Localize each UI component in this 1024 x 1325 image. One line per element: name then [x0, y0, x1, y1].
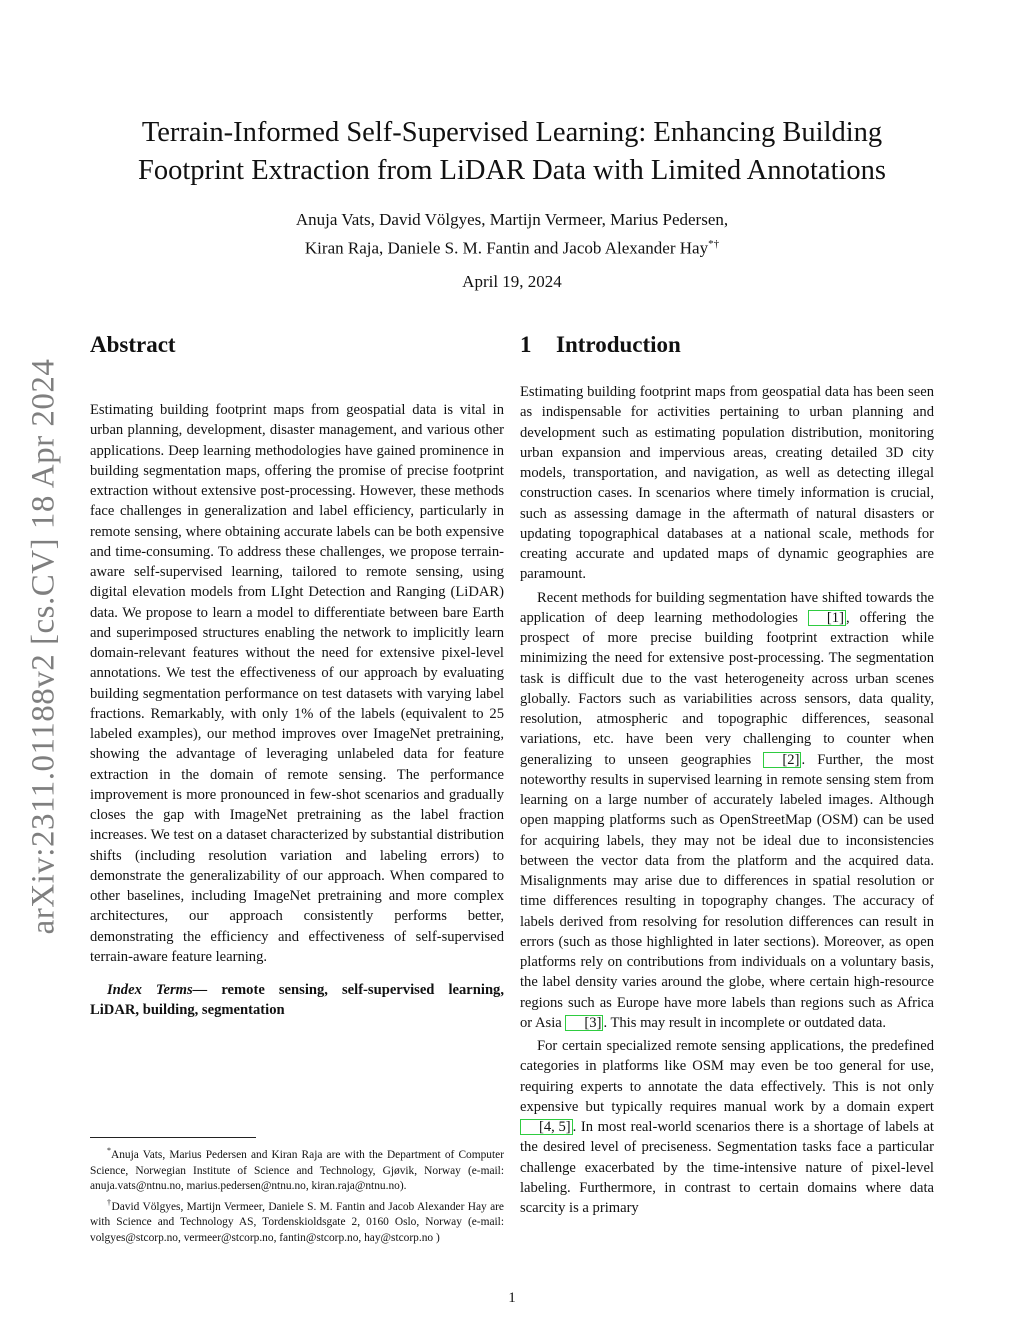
footnotes [90, 1137, 504, 1247]
introduction-heading [520, 330, 934, 360]
index-terms-label: Index Terms— [107, 982, 208, 998]
author-list [150, 208, 874, 261]
intro-paragraph-3 [520, 1036, 934, 1218]
section-title: Introduction [556, 332, 681, 357]
index-terms-list: remote sensing, self-supervised learning, LiDAR, building, segmentation [90, 982, 504, 1019]
footnote-mark: * [107, 1146, 111, 1155]
arxiv-identifier-sidebar [27, 350, 61, 943]
citation-link[interactable]: [4, 5] [520, 1119, 573, 1135]
footnote-rule [90, 1137, 256, 1138]
section-number: 1 [520, 332, 532, 357]
text-run: . This may result in incomplete or outdated data. [603, 1014, 887, 1031]
publication-date: April 19, 2024 [462, 272, 562, 291]
index-terms [90, 980, 504, 1021]
footnote-2 [90, 1195, 504, 1247]
left-column [90, 330, 504, 1021]
footnote-mark: † [107, 1197, 112, 1207]
intro-paragraph-1: Estimating building footprint maps from geospatial data has been seen as indispensable for activities pertaining to urban planning and development such as estimating population distribution, monitoring urban expansion and impervious areas, creating detailed 3D city models, transportation, and navigation, as well as detecting illegal construction cases. In scenarios where timely information is crucial, such as assessing damage in the aftermath of natural disasters or updating topographical databases at a national scale, methods for creating accurate and updated maps of dynamic geographies are paramount. [520, 384, 934, 583]
paper-title [110, 114, 914, 190]
citation-link[interactable]: [3] [565, 1015, 603, 1031]
citation-link[interactable]: [1] [808, 610, 846, 626]
page-number: 1 [508, 1290, 516, 1306]
intro-paragraph-2 [520, 588, 934, 1034]
right-column [520, 330, 934, 1218]
text-run: . In most real-world scenarios there is a shortage of labels at the desired level of preciseness. Segmentation tasks face a particular challenge exacerbated by the time-intensive nature of pixel-level labeling. Furthermore, in contrast to certain domains where data scarcity is a primary [520, 1119, 934, 1216]
footnote-1 [90, 1143, 504, 1195]
footnote-text: Anuja Vats, Marius Pedersen and Kiran Raja are with the Department of Computer Science, Norwegian Institute of Science and Technology, Gjøvik, Norway (e-mail: anuja.vats@ntnu.no, marius.pedersen@ntnu.no, kiran.raja@ntnu.no). [90, 1148, 504, 1193]
footnote-text: David Völgyes, Martijn Vermeer, Daniele S. M. Fantin and Jacob Alexander Hay are with Science and Technology AS, Tordenskioldsgate 2, 0160 Oslo, Norway (e-mail: volgyes@stcorp.no, vermeer@stcorp.no, fantin@stcorp.no, hay@stcorp.no ) [90, 1200, 504, 1245]
citation-link[interactable]: [2] [763, 752, 801, 768]
arxiv-identifier: arXiv:2311.01188v2 [cs.CV] 18 Apr 2024 [25, 358, 62, 935]
text-run: For certain specialized remote sensing applications, the predefined categories in platforms like OSM may even be too general for use, requiring experts to annotate the data effectively. This is not only expensive but typically requires manual work by a domain expert [520, 1038, 934, 1115]
text-run: . Further, the most noteworthy results in supervised learning in remote sensing stem from learning on a large number of accurately labeled images. Although open mapping platforms such as OpenStreetMap (OSM) can be used for acquiring labels, they may not be ideal due to inconsistencies between the vector data from the platform and the acquired data. Misalignments may arise due to differences in spatial resolution or time differences resulting in topography changes. The accuracy of labels derived from resolving for resolution differences can result in errors (such as those highlighted in later sections). Moreover, as open platforms rely on contributions from individuals on a voluntary basis, the label density varies around the globe, where certain high-resource regions such as Europe have more labels than regions such as Africa or Asia [520, 751, 934, 1031]
title-line-2: Footprint Extraction from LiDAR Data with Limited Annotations [137, 155, 887, 186]
authors-line-2: Kiran Raja, Daniele S. M. Fantin and Jacob Alexander Hay [304, 238, 709, 258]
title-line-1: Terrain-Informed Self-Supervised Learning: Enhancing Building [141, 117, 883, 148]
abstract-heading: Abstract [90, 332, 176, 357]
text-run: Recent methods for building segmentation have shifted towards the application of deep learning methodologies [520, 589, 934, 626]
text-run: , offering the prospect of more precise building footprint extraction while minimizing the need for extensive post-processing. The segmentation task is difficult due to the vast heterogeneity across urban scenes globally. Factors such as variabilities across sensors, data quality, resolution, atmospheric and topographic differences, seasonal variations, etc. have been very challenging to counter when generalizing to unseen geographies [520, 609, 934, 768]
author-footnote-marks: *† [708, 238, 720, 250]
authors-line-1: Anuja Vats, David Völgyes, Martijn Vermeer, Marius Pedersen, [295, 210, 729, 229]
abstract-text: Estimating building footprint maps from geospatial data is vital in urban planning, development, disaster management, and various other applications. Deep learning methodologies have gained prominence in building segmentation maps, offering the promise of precise footprint extraction without extensive post-processing. However, these methods face challenges in generalization and label efficiency, particularly in remote sensing, where obtaining accurate labels can be both expensive and time-consuming. To address these challenges, we propose terrain-aware self-supervised learning, tailored to remote sensing, using digital elevation models from LIght Detection and Ranging (LiDAR) data. We propose to learn a model to differentiate between bare Earth and superimposed structures enabling the network to implicitly learn domain-relevant features without the need for extensive pixel-level annotations. We test the effectiveness of our approach by evaluating building segmentation performance on test datasets with varying label fractions. Remarkably, with only 1% of the labels (equivalent to 25 labeled examples), our method improves over ImageNet pretraining, showing the advantage of leveraging unlabeled data for feature extraction in the domain of remote sensing. The performance improvement is more pronounced in few-shot scenarios and gradually closes the gap with ImageNet pretraining as the label fraction increases. We test on a dataset characterized by substantial distribution shifts (including resolution variation and labeling errors) to demonstrate the generalizability of our approach. When compared to other baselines, including ImageNet pretraining and more complex architectures, our approach consistently performs better, demonstrating the efficiency and effectiveness of self-supervised terrain-aware feature learning. [90, 402, 504, 965]
